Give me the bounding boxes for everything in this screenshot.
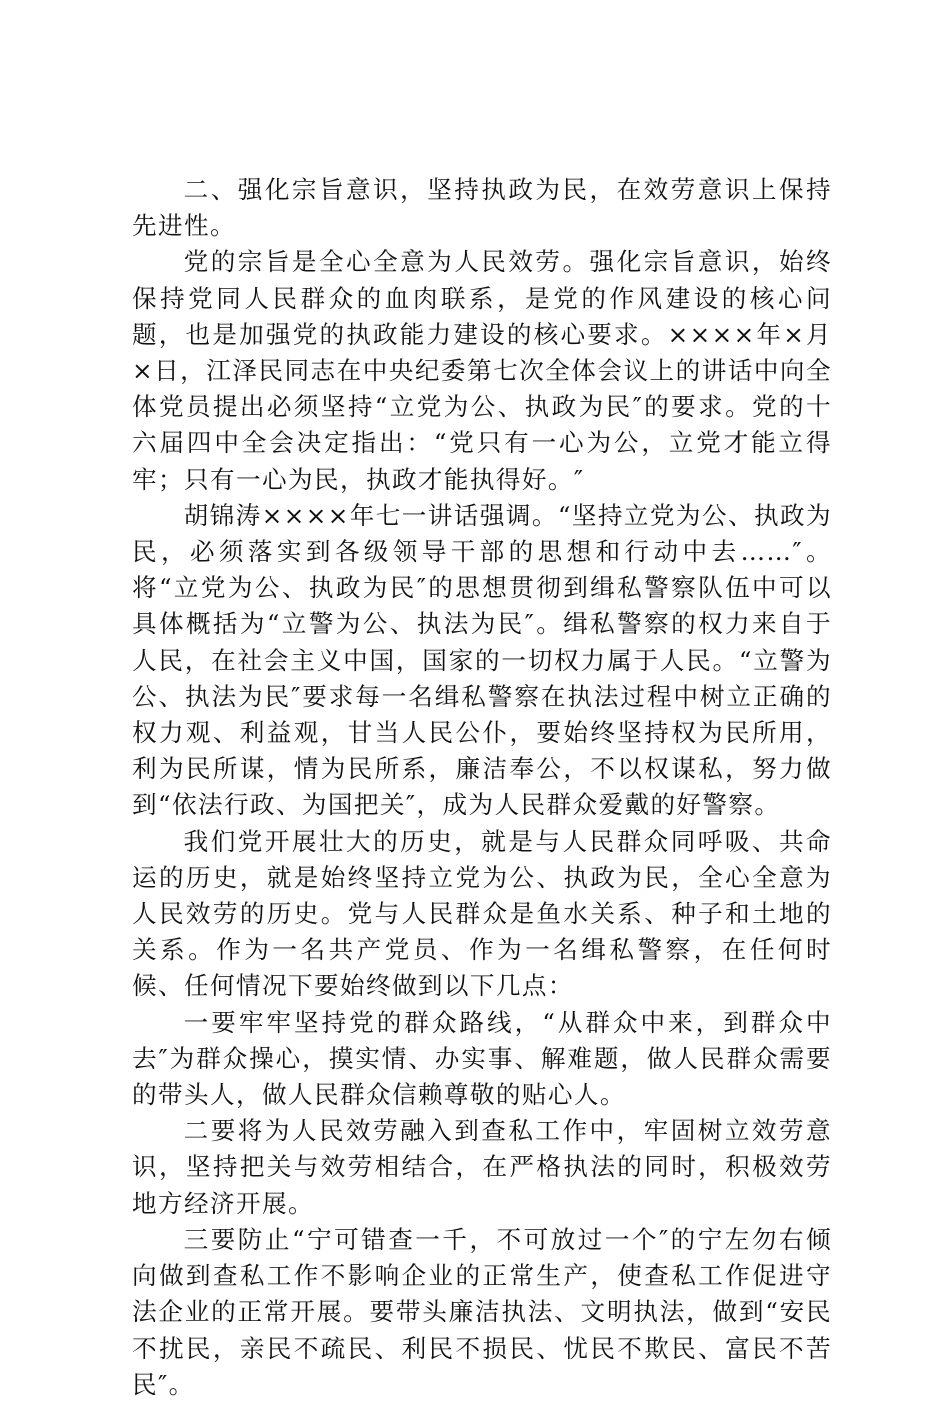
paragraph-point-three: 三要防止“宁可错查一千，不可放过一个″的宁左勿右倾向做到查私工作不影响企业的正常生产，使查私工作促进守法企业的正常开展。要带头廉洁执法、文明执法，做到“安民不扰民，亲民不疏民、利民不损民、忧民不欺民、富民不苦民″。 (132, 1224, 832, 1399)
paragraph-point-two: 二要将为人民效劳融入到查私工作中，牢固树立效劳意识，坚持把关与效劳相结合，在严格执法的同时，积极效劳地方经济开展。 (132, 1116, 832, 1218)
paragraph-party-history: 我们党开展壮大的历史，就是与人民群众同呼吸、共命运的历史，就是始终坚持立党为公、执政为民，全心全意为人民效劳的历史。党与人民群众是鱼水关系、种子和土地的关系。作为一名共产党员、作为一名缉私警察，在任何时候、任何情况下要始终做到以下几点： (132, 826, 832, 1001)
paragraph-hu-speech: 胡锦涛××××年七一讲话强调。“坚持立党为公、执政为民，必须落实到各级领导干部的思想和行动中去……″。将“立党为公、执政为民″的思想贯彻到缉私警察队伍中可以具体概括为“立警为公、执法为民″。缉私警察的权力来自于人民，在社会主义中国，国家的一切权力属于人民。“立警为公、执法为民″要求每一名缉私警察在执法过程中树立正确的权力观、利益观，甘当人民公仆，要始终坚持权为民所用，利为民所谋，情为民所系，廉洁奉公，不以权谋私，努力做到“依法行政、为国把关″，成为人民群众爱戴的好警察。 (132, 500, 832, 820)
paragraph-party-purpose: 党的宗旨是全心全意为人民效劳。强化宗旨意识，始终保持党同人民群众的血肉联系，是党的作风建设的核心问题，也是加强党的执政能力建设的核心要求。××××年×月×日，江泽民同志在中央纪委第七次全体会议上的讲话中向全体党员提出必须坚持“立党为公、执政为民″的要求。党的十六届四中全会决定指出：“党只有一心为公，立党才能立得牢；只有一心为民，执政才能执得好。″ (132, 247, 832, 494)
paragraph-point-one: 一要牢牢坚持党的群众路线，“从群众中来，到群众中去″为群众操心，摸实情、办实事、解难题，做人民群众需要的带头人，做人民群众信赖尊敬的贴心人。 (132, 1007, 832, 1110)
document-body (132, 172, 832, 1403)
section-heading: 二、强化宗旨意识，坚持执政为民，在效劳意识上保持先进性。 (132, 175, 832, 241)
